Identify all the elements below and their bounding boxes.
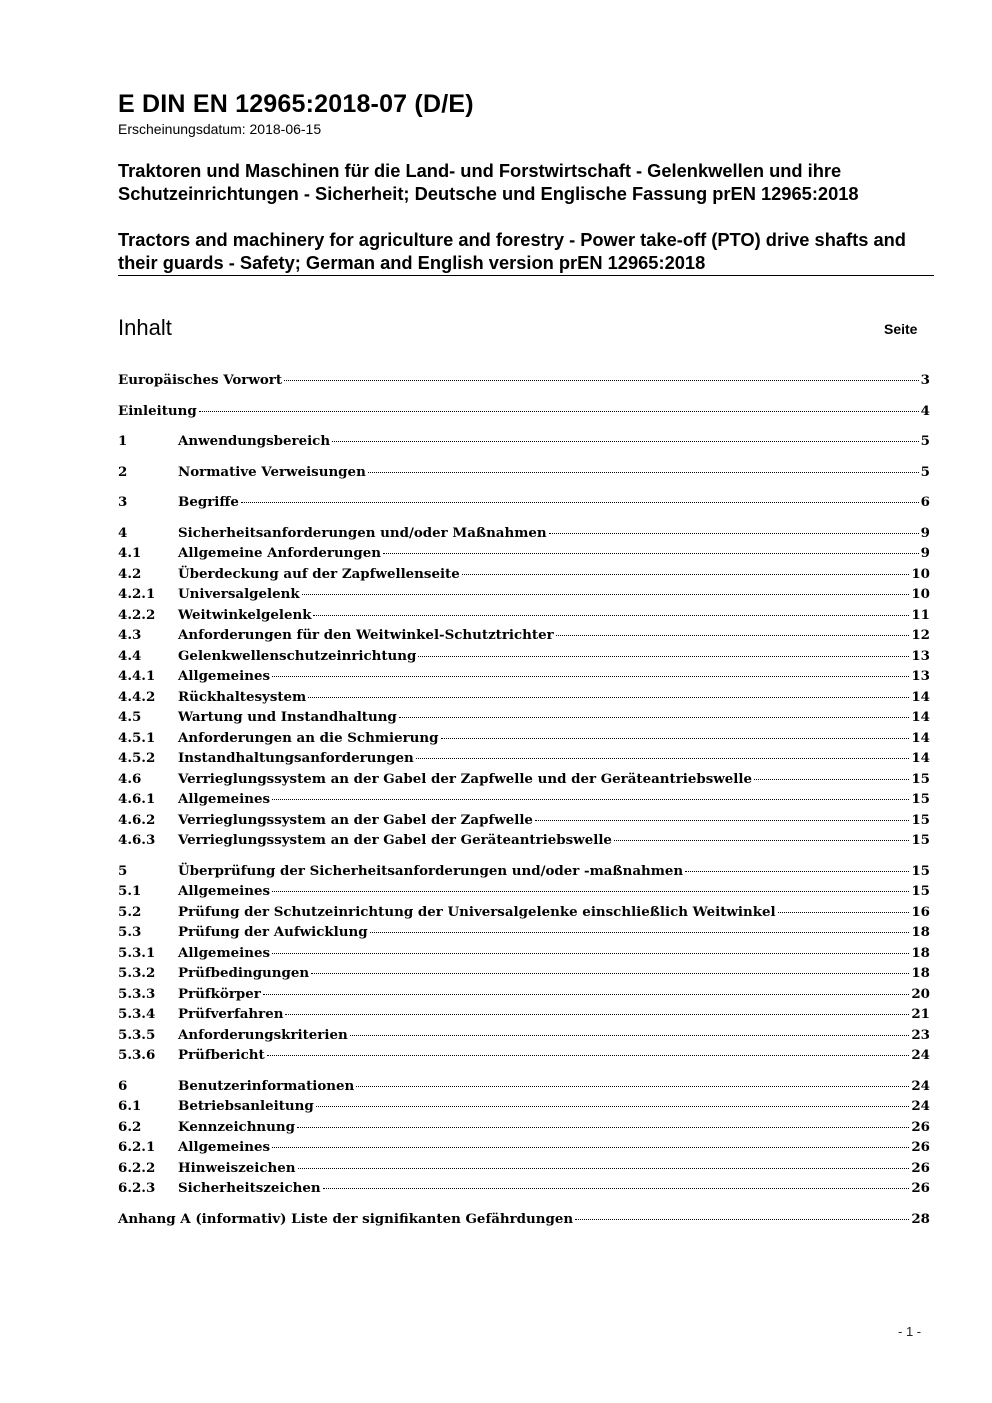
- toc-entry[interactable]: [118, 666, 930, 687]
- toc-entry[interactable]: [118, 922, 930, 943]
- toc-leader-dots: [350, 1035, 910, 1036]
- toc-entry-number: 6.2: [118, 1118, 142, 1135]
- toc-entry-page: 10: [911, 586, 930, 602]
- toc-entry-page: 16: [911, 903, 930, 920]
- toc-entry-page: 6: [920, 494, 930, 510]
- toc-entry-number: 5.3.1: [118, 944, 156, 961]
- toc-entry-text: Prüfung der Schutzeinrichtung der Universalgelenke einschließlich Weitwinkel: [178, 903, 776, 920]
- toc-entry[interactable]: [118, 523, 930, 544]
- toc-entry-text: Weitwinkelgelenk: [178, 606, 312, 623]
- toc-leader-dots: [575, 1219, 909, 1220]
- toc-entry-number: 1: [118, 433, 128, 449]
- toc-leader-dots: [308, 697, 909, 698]
- table-of-contents: [118, 370, 930, 1229]
- toc-entry-page: 28: [911, 1210, 930, 1227]
- toc-entry[interactable]: [118, 769, 930, 790]
- toc-leader-dots: [535, 820, 909, 821]
- toc-entry-page: 15: [911, 811, 930, 828]
- toc-entry-page: 3: [920, 372, 930, 388]
- toc-entry-page: 24: [911, 1098, 930, 1114]
- toc-leader-dots: [462, 574, 910, 575]
- toc-entry-number: 6: [118, 1077, 128, 1094]
- toc-entry[interactable]: [118, 1096, 930, 1117]
- toc-entry-page: 14: [911, 750, 930, 766]
- toc-entry-number: 4.4: [118, 647, 142, 664]
- toc-entry-page: 14: [911, 729, 930, 746]
- toc-entry-text: Allgemeines: [178, 883, 271, 899]
- toc-leader-dots: [272, 1147, 909, 1148]
- toc-entry-number: 4.2: [118, 565, 142, 582]
- publication-date: Erscheinungsdatum: 2018-06-15: [118, 121, 322, 137]
- toc-entry-text: Hinweiszeichen: [178, 1159, 296, 1176]
- toc-entry[interactable]: [118, 881, 930, 902]
- toc-leader-dots: [332, 441, 919, 442]
- toc-entry-page: 13: [911, 647, 930, 664]
- toc-entry[interactable]: [118, 943, 930, 964]
- toc-entry-text: Prüfung der Aufwicklung: [178, 924, 368, 940]
- toc-entry-page: 11: [911, 606, 930, 623]
- toc-entry-number: 4.6.3: [118, 832, 156, 848]
- toc-entry-text: Allgemeines: [178, 944, 271, 961]
- toc-leader-dots: [263, 994, 910, 995]
- toc-entry-text: Betriebsanleitung: [178, 1098, 314, 1114]
- toc-entry-number: 4: [118, 524, 128, 541]
- toc-leader-dots: [368, 472, 919, 473]
- toc-entry-page: 15: [911, 832, 930, 848]
- toc-leader-dots: [241, 502, 919, 503]
- toc-entry[interactable]: [118, 1004, 930, 1025]
- toc-entry-number: 5.3.6: [118, 1047, 156, 1063]
- toc-entry-text: Überprüfung der Sicherheitsanforderungen und/oder -maßnahmen: [178, 862, 684, 879]
- toc-entry-number: 4.5: [118, 709, 142, 725]
- toc-page-label: Seite: [884, 321, 918, 337]
- header-divider: [118, 275, 934, 276]
- toc-leader-dots: [556, 635, 910, 636]
- toc-entry[interactable]: [118, 462, 930, 483]
- toc-entry[interactable]: [118, 728, 930, 749]
- toc-entry-text: Überdeckung auf der Zapfwellenseite: [178, 565, 460, 582]
- toc-entry-page: 24: [911, 1047, 930, 1063]
- toc-entry-page: 15: [911, 791, 930, 807]
- title-german: Traktoren und Maschinen für die Land- und Forstwirtschaft - Gelenkwellen und ihre Schutzeinrichtungen - Sicherheit; Deutsche und Englische Fassung prEN 12965:2018: [118, 160, 859, 204]
- toc-leader-dots: [311, 973, 909, 974]
- toc-entry[interactable]: [118, 1117, 930, 1138]
- toc-entry-page: 10: [911, 565, 930, 582]
- toc-entry-text: Kennzeichnung: [178, 1118, 296, 1135]
- toc-entry-page: 15: [911, 883, 930, 899]
- toc-entry-number: 2: [118, 463, 128, 480]
- toc-entry[interactable]: [118, 984, 930, 1005]
- toc-entry-number: 5.3.4: [118, 1006, 156, 1022]
- toc-entry-text: Begriffe: [178, 494, 239, 510]
- toc-entry-text: Anhang A (informativ) Liste der signifikanten Gefährdungen: [118, 1210, 574, 1227]
- toc-entry-page: 9: [920, 524, 930, 541]
- toc-entry[interactable]: [118, 492, 930, 513]
- toc-leader-dots: [272, 891, 909, 892]
- toc-entry[interactable]: [118, 789, 930, 810]
- toc-entry-text: Sicherheitsanforderungen und/oder Maßnahmen: [178, 524, 547, 541]
- toc-entry[interactable]: [118, 1209, 930, 1230]
- toc-entry-text: Verrieglungssystem an der Gabel der Geräteantriebswelle: [178, 832, 612, 848]
- toc-entry-text: Sicherheitszeichen: [178, 1180, 321, 1196]
- toc-entry-page: 12: [911, 627, 930, 643]
- toc-entry-number: 3: [118, 494, 128, 510]
- toc-entry-text: Anwendungsbereich: [178, 433, 331, 449]
- toc-entry[interactable]: [118, 1025, 930, 1046]
- toc-entry-number: 4.2.1: [118, 586, 156, 602]
- toc-entry-text: Allgemeines: [178, 791, 271, 807]
- toc-leader-dots: [298, 1168, 910, 1169]
- toc-entry[interactable]: [118, 1178, 930, 1199]
- toc-entry[interactable]: [118, 810, 930, 831]
- toc-entry[interactable]: [118, 861, 930, 882]
- toc-entry[interactable]: [118, 963, 930, 984]
- toc-entry-number: 4.2.2: [118, 606, 156, 623]
- toc-entry-page: 18: [911, 965, 930, 981]
- toc-entry-page: 26: [911, 1180, 930, 1196]
- toc-entry-page: 24: [911, 1077, 930, 1094]
- toc-entry-text: Instandhaltungsanforderungen: [178, 750, 414, 766]
- toc-entry-text: Allgemeine Anforderungen: [178, 545, 382, 561]
- page-number: - 1 -: [898, 1324, 922, 1339]
- toc-entry-number: 5: [118, 862, 128, 879]
- toc-entry-number: 6.2.3: [118, 1180, 156, 1196]
- toc-entry[interactable]: [118, 584, 930, 605]
- toc-entry-text: Prüfbericht: [178, 1047, 265, 1063]
- toc-leader-dots: [267, 1055, 910, 1056]
- toc-entry[interactable]: [118, 1137, 930, 1158]
- toc-entry-number: 4.1: [118, 545, 142, 561]
- toc-entry-page: 26: [911, 1139, 930, 1155]
- toc-entry[interactable]: [118, 625, 930, 646]
- toc-leader-dots: [323, 1188, 910, 1189]
- toc-entry-text: Prüfverfahren: [178, 1006, 284, 1022]
- toc-entry-number: 6.2.1: [118, 1139, 156, 1155]
- toc-entry[interactable]: [118, 401, 930, 422]
- toc-entry-number: 5.3.2: [118, 965, 156, 981]
- toc-entry-text: Anforderungen an die Schmierung: [178, 729, 439, 746]
- toc-entry[interactable]: [118, 830, 930, 851]
- toc-entry[interactable]: [118, 431, 930, 452]
- toc-entry-text: Benutzerinformationen: [178, 1077, 355, 1094]
- toc-leader-dots: [297, 1127, 909, 1128]
- toc-entry-page: 26: [911, 1159, 930, 1176]
- toc-entry-text: Anforderungen für den Weitwinkel-Schutztrichter: [178, 627, 554, 643]
- toc-leader-dots: [685, 871, 909, 872]
- toc-entry[interactable]: [118, 564, 930, 585]
- toc-entry-number: 6.1: [118, 1098, 142, 1114]
- toc-leader-dots: [614, 840, 909, 841]
- toc-entry[interactable]: [118, 687, 930, 708]
- toc-entry-page: 23: [911, 1026, 930, 1043]
- toc-entry-text: Allgemeines: [178, 1139, 271, 1155]
- toc-entry-page: 20: [911, 985, 930, 1002]
- toc-entry-number: 5.1: [118, 883, 142, 899]
- toc-entry-text: Verrieglungssystem an der Gabel der Zapfwelle: [178, 811, 533, 828]
- toc-entry-text: Europäisches Vorwort: [118, 372, 283, 388]
- toc-entry-text: Allgemeines: [178, 668, 271, 684]
- toc-leader-dots: [370, 932, 910, 933]
- toc-entry-page: 14: [911, 709, 930, 725]
- toc-entry-number: 5.3.5: [118, 1026, 156, 1043]
- toc-entry-page: 14: [911, 688, 930, 705]
- toc-leader-dots: [284, 380, 919, 381]
- toc-entry-number: 4.4.2: [118, 688, 156, 705]
- toc-entry-number: 4.5.2: [118, 750, 156, 766]
- toc-entry[interactable]: [118, 1076, 930, 1097]
- toc-entry-number: 4.6.2: [118, 811, 156, 828]
- toc-leader-dots: [302, 594, 910, 595]
- toc-entry-text: Normative Verweisungen: [178, 463, 366, 480]
- toc-leader-dots: [754, 779, 909, 780]
- toc-entry-page: 21: [911, 1006, 930, 1022]
- toc-entry-number: 4.6.1: [118, 791, 156, 807]
- toc-entry-text: Universalgelenk: [178, 586, 300, 602]
- toc-entry-page: 4: [920, 402, 930, 419]
- toc-entry-number: 5.2: [118, 903, 142, 920]
- toc-entry-page: 18: [911, 924, 930, 940]
- toc-heading: Inhalt: [118, 315, 172, 340]
- toc-entry[interactable]: [118, 543, 930, 564]
- toc-entry-number: 5.3.3: [118, 985, 156, 1002]
- toc-leader-dots: [399, 717, 910, 718]
- toc-leader-dots: [272, 953, 909, 954]
- toc-leader-dots: [199, 411, 919, 412]
- toc-leader-dots: [441, 738, 910, 739]
- toc-entry[interactable]: [118, 902, 930, 923]
- title-english: Tractors and machinery for agriculture and forestry - Power take-off (PTO) drive shafts and their guards - Safety; German and English version prEN 12965:2018: [118, 229, 906, 273]
- toc-entry-page: 15: [911, 770, 930, 787]
- toc-entry[interactable]: [118, 1045, 930, 1066]
- toc-entry-text: Gelenkwellenschutzeinrichtung: [178, 647, 417, 664]
- toc-leader-dots: [313, 615, 909, 616]
- toc-entry-page: 15: [911, 862, 930, 879]
- toc-leader-dots: [316, 1106, 910, 1107]
- toc-leader-dots: [383, 553, 919, 554]
- toc-entry-text: Prüfkörper: [178, 985, 261, 1002]
- toc-entry[interactable]: [118, 370, 930, 391]
- toc-entry[interactable]: [118, 707, 930, 728]
- toc-leader-dots: [418, 656, 909, 657]
- toc-entry-page: 26: [911, 1118, 930, 1135]
- toc-entry-number: 5.3: [118, 924, 142, 940]
- toc-entry[interactable]: [118, 646, 930, 667]
- toc-leader-dots: [272, 799, 909, 800]
- toc-entry-number: 4.4.1: [118, 668, 156, 684]
- toc-entry-number: 4.5.1: [118, 729, 156, 746]
- toc-entry-page: 5: [920, 463, 930, 480]
- toc-entry-text: Anforderungskriterien: [178, 1026, 348, 1043]
- toc-entry-text: Wartung und Instandhaltung: [178, 709, 397, 725]
- toc-leader-dots: [549, 533, 919, 534]
- toc-entry[interactable]: [118, 748, 930, 769]
- toc-entry-text: Einleitung: [118, 402, 197, 419]
- toc-entry-number: 6.2.2: [118, 1159, 156, 1176]
- toc-leader-dots: [285, 1014, 909, 1015]
- toc-entry-text: Verrieglungssystem an der Gabel der Zapfwelle und der Geräteantriebswelle: [178, 770, 752, 787]
- toc-leader-dots: [272, 676, 909, 677]
- toc-entry-page: 9: [920, 545, 930, 561]
- toc-entry-page: 5: [920, 433, 930, 449]
- toc-entry[interactable]: [118, 1158, 930, 1179]
- toc-entry-number: 4.6: [118, 770, 142, 787]
- toc-leader-dots: [416, 758, 910, 759]
- toc-leader-dots: [356, 1086, 909, 1087]
- toc-entry-text: Rückhaltesystem: [178, 688, 307, 705]
- toc-entry[interactable]: [118, 605, 930, 626]
- toc-entry-page: 13: [911, 668, 930, 684]
- toc-entry-text: Prüfbedingungen: [178, 965, 310, 981]
- toc-entry-number: 4.3: [118, 627, 142, 643]
- toc-entry-page: 18: [911, 944, 930, 961]
- document-title: E DIN EN 12965:2018-07 (D/E): [118, 90, 474, 118]
- toc-leader-dots: [778, 912, 910, 913]
